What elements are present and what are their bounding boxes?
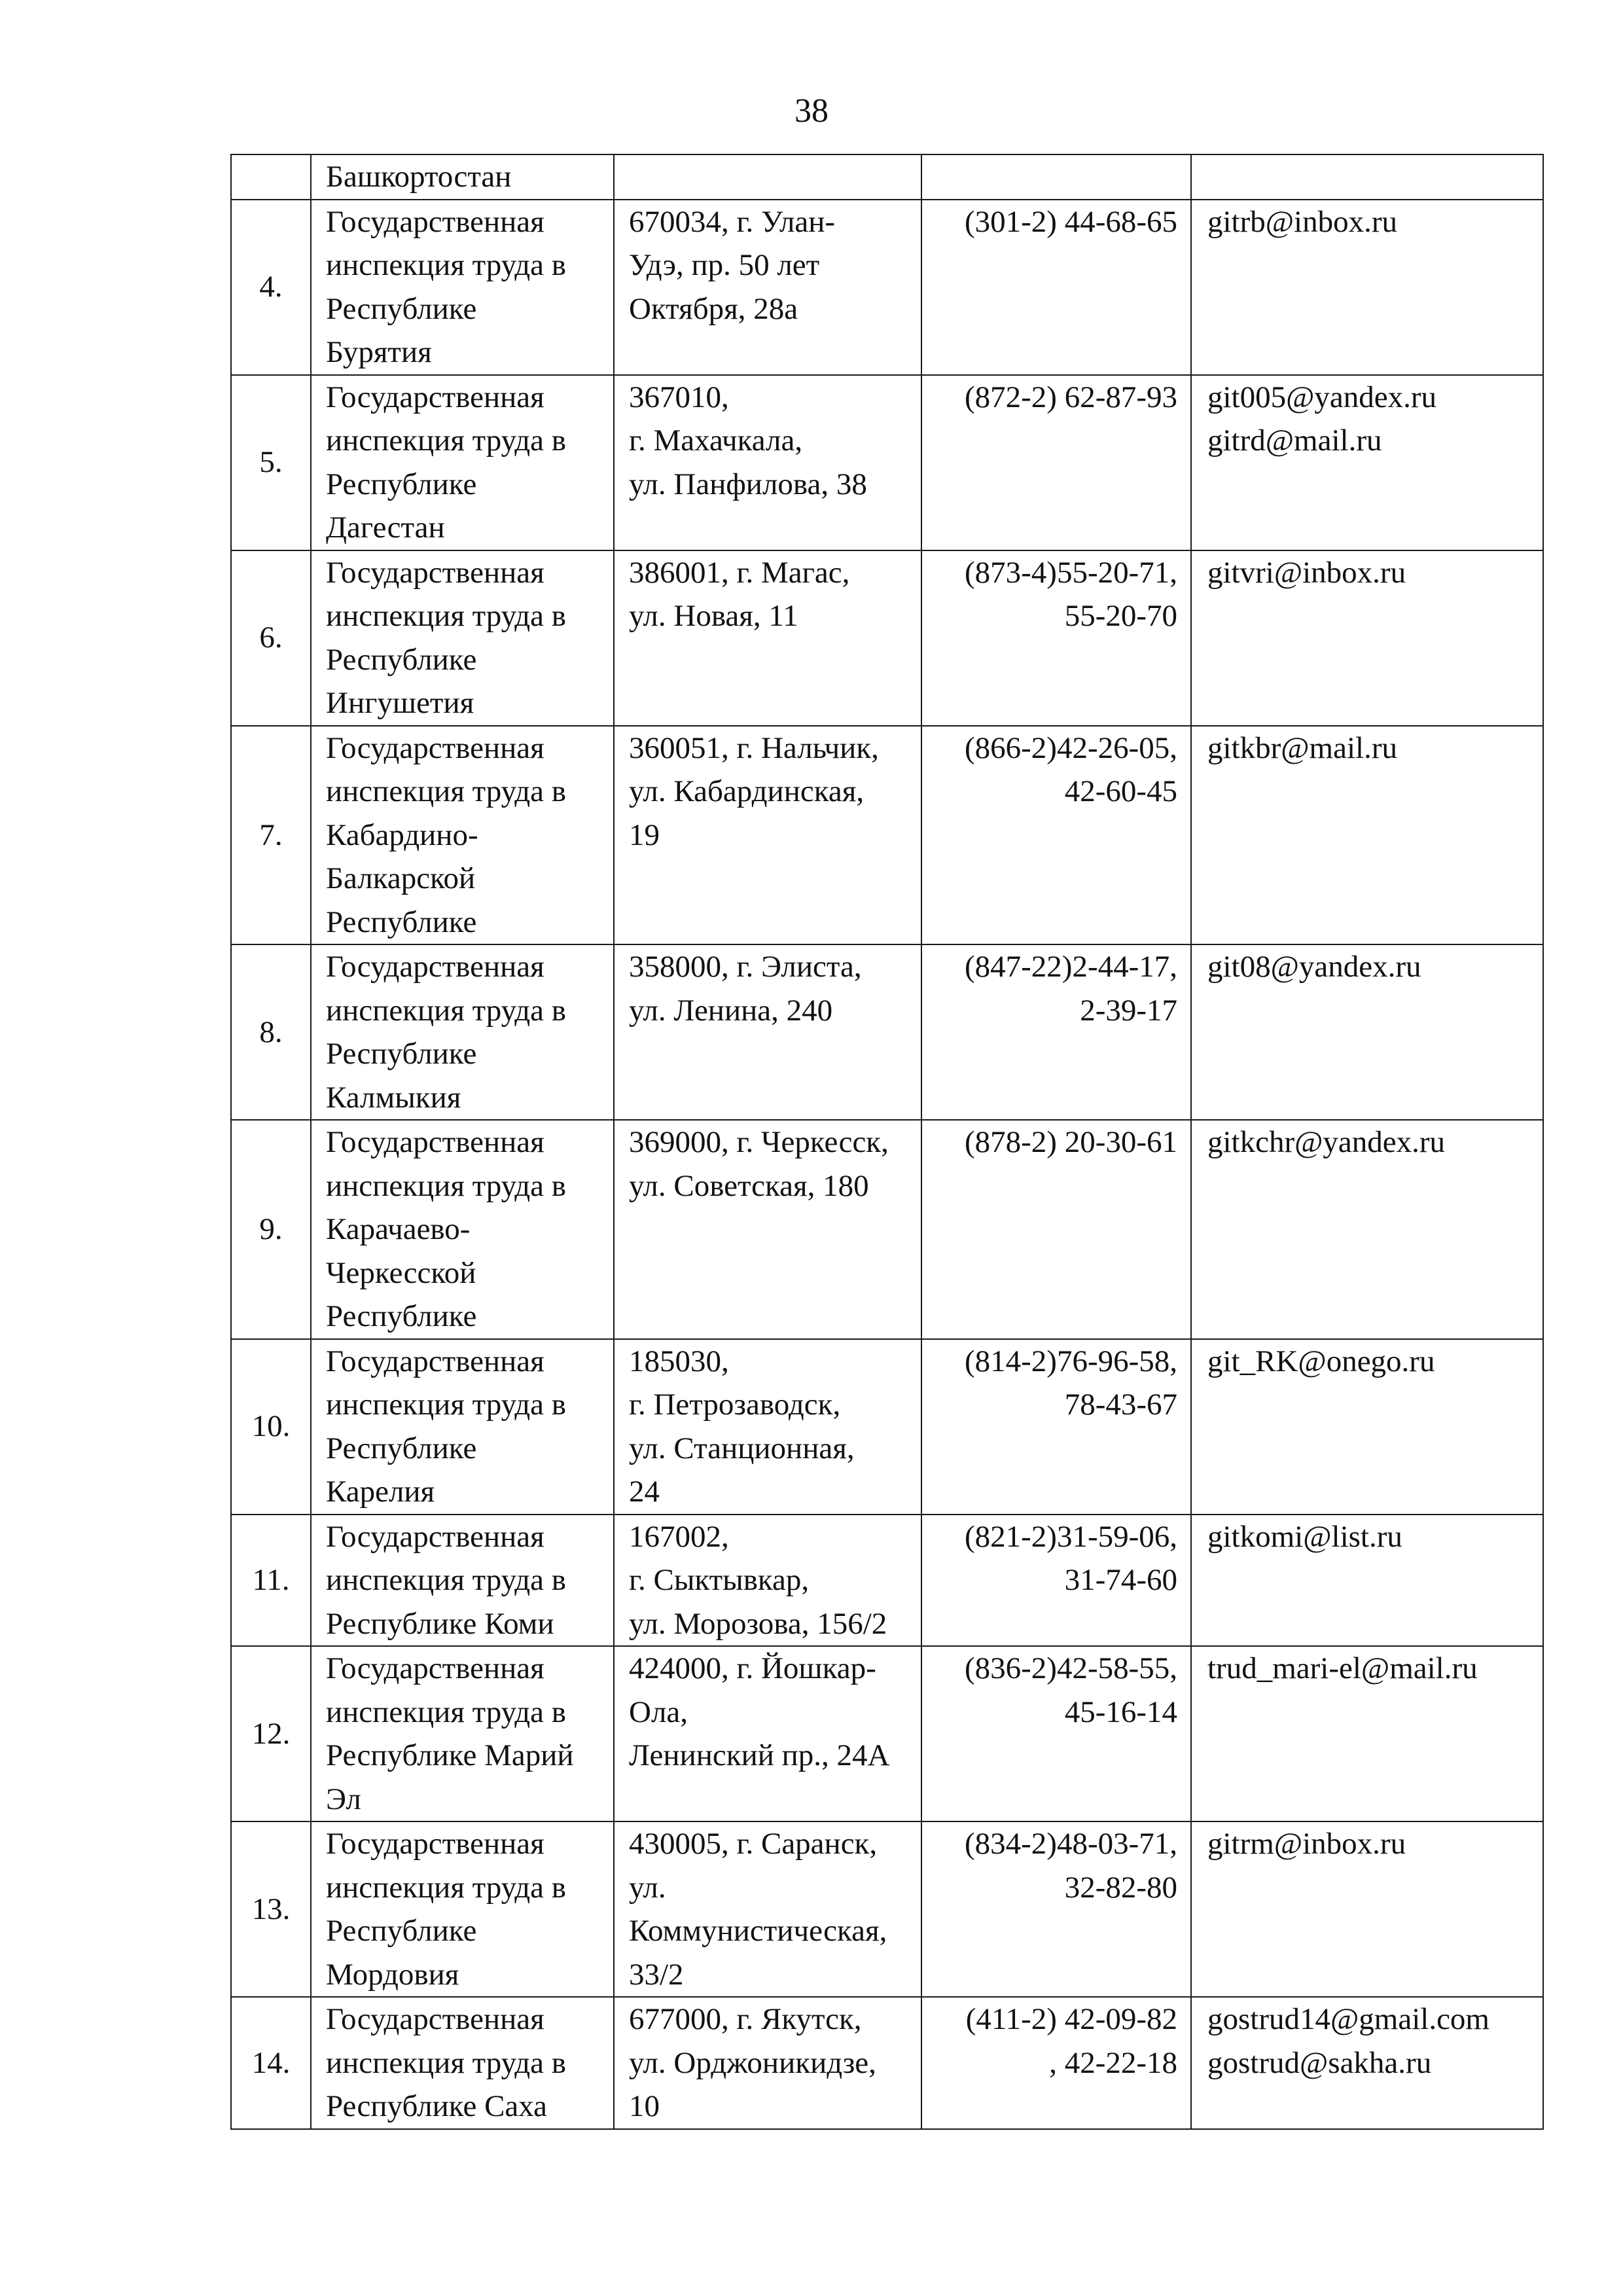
email: gostrud14@gmail.com gostrud@sakha.ru: [1191, 1997, 1543, 2129]
phone: (878-2) 20-30-61: [921, 1120, 1191, 1339]
address: 386001, г. Магас, ул. Новая, 11: [614, 550, 921, 726]
row-number: 11.: [231, 1515, 311, 1647]
email: git08@yandex.ru: [1191, 944, 1543, 1120]
phone: (872-2) 62-87-93: [921, 375, 1191, 550]
organization-name: Государственная инспекция труда в Кабардино- Балкарской Республике: [311, 726, 614, 945]
email: gitvri@inbox.ru: [1191, 550, 1543, 726]
address: 167002, г. Сыктывкар, ул. Морозова, 156/2: [614, 1515, 921, 1647]
phone: (847-22)2-44-17, 2-39-17: [921, 944, 1191, 1120]
table-row: [231, 1515, 1543, 1647]
email: git_RK@onego.ru: [1191, 1339, 1543, 1515]
table-row: [231, 1646, 1543, 1821]
table-row: [231, 375, 1543, 550]
row-number: [231, 154, 311, 200]
organization-name: Государственная инспекция труда в Республике Коми: [311, 1515, 614, 1647]
phone: (866-2)42-26-05, 42-60-45: [921, 726, 1191, 945]
row-number: 4.: [231, 200, 311, 375]
row-number: 6.: [231, 550, 311, 726]
email: [1191, 154, 1543, 200]
table-row: [231, 726, 1543, 945]
table-row: [231, 550, 1543, 726]
address: [614, 154, 921, 200]
address: 424000, г. Йошкар- Ола, Ленинский пр., 24А: [614, 1646, 921, 1821]
table-row: [231, 1339, 1543, 1515]
phone: (301-2) 44-68-65: [921, 200, 1191, 375]
phone: (836-2)42-58-55, 45-16-14: [921, 1646, 1191, 1821]
address: 430005, г. Саранск, ул. Коммунистическая, 33/2: [614, 1821, 921, 1997]
phone: (814-2)76-96-58, 78-43-67: [921, 1339, 1191, 1515]
phone: (834-2)48-03-71, 32-82-80: [921, 1821, 1191, 1997]
email: gitkbr@mail.ru: [1191, 726, 1543, 945]
row-number: 7.: [231, 726, 311, 945]
row-number: 10.: [231, 1339, 311, 1515]
table-row: [231, 1997, 1543, 2129]
table-row: [231, 944, 1543, 1120]
organization-name: Государственная инспекция труда в Карачаево- Черкесской Республике: [311, 1120, 614, 1339]
phone: [921, 154, 1191, 200]
row-number: 9.: [231, 1120, 311, 1339]
email: git005@yandex.ru gitrd@mail.ru: [1191, 375, 1543, 550]
address: 369000, г. Черкесск, ул. Советская, 180: [614, 1120, 921, 1339]
row-number: 5.: [231, 375, 311, 550]
row-number: 13.: [231, 1821, 311, 1997]
email: gitrb@inbox.ru: [1191, 200, 1543, 375]
organization-name: Государственная инспекция труда в Республике Калмыкия: [311, 944, 614, 1120]
address: 677000, г. Якутск, ул. Орджоникидзе, 10: [614, 1997, 921, 2129]
organization-name: Государственная инспекция труда в Республике Карелия: [311, 1339, 614, 1515]
organization-name: Государственная инспекция труда в Республике Ингушетия: [311, 550, 614, 726]
address: 358000, г. Элиста, ул. Ленина, 240: [614, 944, 921, 1120]
row-number: 8.: [231, 944, 311, 1120]
address: 360051, г. Нальчик, ул. Кабардинская, 19: [614, 726, 921, 945]
table-row: [231, 200, 1543, 375]
email: gitrm@inbox.ru: [1191, 1821, 1543, 1997]
phone: (821-2)31-59-06, 31-74-60: [921, 1515, 1191, 1647]
email: gitkomi@list.ru: [1191, 1515, 1543, 1647]
email: trud_mari-el@mail.ru: [1191, 1646, 1543, 1821]
organization-name: Государственная инспекция труда в Республике Мордовия: [311, 1821, 614, 1997]
table-row: [231, 1821, 1543, 1997]
organization-name: Башкортостан: [311, 154, 614, 200]
phone: (873-4)55-20-71, 55-20-70: [921, 550, 1191, 726]
table-row: [231, 154, 1543, 200]
organization-name: Государственная инспекция труда в Республике Дагестан: [311, 375, 614, 550]
row-number: 14.: [231, 1997, 311, 2129]
table-row: [231, 1120, 1543, 1339]
organization-name: Государственная инспекция труда в Республике Марий Эл: [311, 1646, 614, 1821]
organization-name: Государственная инспекция труда в Республике Бурятия: [311, 200, 614, 375]
row-number: 12.: [231, 1646, 311, 1821]
page-number: 38: [794, 92, 829, 130]
phone: (411-2) 42-09-82 , 42-22-18: [921, 1997, 1191, 2129]
email: gitkchr@yandex.ru: [1191, 1120, 1543, 1339]
address: 670034, г. Улан- Удэ, пр. 50 лет Октября, 28а: [614, 200, 921, 375]
address: 367010, г. Махачкала, ул. Панфилова, 38: [614, 375, 921, 550]
address: 185030, г. Петрозаводск, ул. Станционная, 24: [614, 1339, 921, 1515]
organization-name: Государственная инспекция труда в Республике Саха: [311, 1997, 614, 2129]
labor-inspection-table: [230, 154, 1544, 2130]
